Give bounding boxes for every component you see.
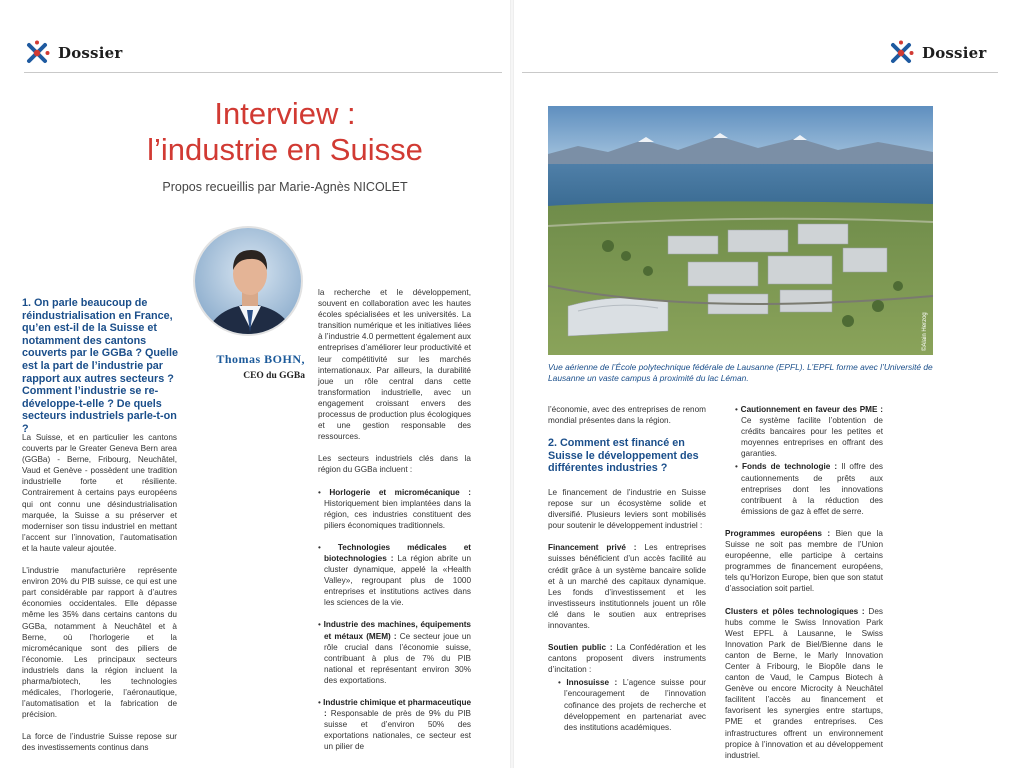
aerial-landscape bbox=[548, 106, 933, 355]
question-2: 2. Comment est financé en Suisse le développement des différentes industries ? bbox=[548, 437, 699, 475]
column-4 bbox=[725, 404, 883, 768]
header-right bbox=[888, 40, 986, 66]
paragraph bbox=[548, 542, 706, 631]
list-item-head: Innosuisse : bbox=[566, 678, 618, 688]
list-item-text: Ce système facilite l’obtention de crédits bancaires pour les petites et moyennes entreprises en offrant des garanties. bbox=[741, 416, 883, 459]
interviewee-portrait bbox=[193, 226, 303, 336]
header-rule bbox=[24, 72, 502, 73]
paragraph: la recherche et le développement, souvent en collaboration avec les hautes écoles spécialisées et les universités. La transition numérique et les initiatives liées à l’industrie 4.0 permettent également aux entreprises d’améliorer leur productivité et leur compétitivité sur les marchés internationaux. Par ailleurs, la durabilité joue un rôle central dans cette transformation industrielle, avec un engagement croissant envers des processus de production plus écologiques et une gestion responsable des ressources. bbox=[318, 288, 471, 442]
list-item-text: Responsable de près de 9% du PIB suisse et d’environ 50% des exportations nationales, ce secteur est un pilier de bbox=[324, 709, 471, 752]
paragraph-text: Bien que la Suisse ne soit pas membre de l’Union européenne, elle participe à certains programmes de financement européens, tels qu’Horizon Europe, bien que son statut d’association soit partiel. bbox=[725, 528, 883, 594]
section-label: Dossier bbox=[58, 44, 123, 62]
list-item: • Technologies médicales et biotechnologies : La région abrite un cluster dynamique, appelé la «Health Valley», regroupant plus de 1000 entreprises et institutions actives dans les sciences de la vie. bbox=[318, 542, 471, 608]
paragraph-head: Soutien public : bbox=[548, 643, 613, 653]
list-item: • Fonds de technologie : Il offre des cautionnements de prêts aux entreprises dont les innovations contribuent à la réduction des émissions de gaz à effet de serre. bbox=[735, 462, 883, 516]
header-left bbox=[24, 40, 122, 66]
column-2 bbox=[318, 287, 471, 763]
interviewee-name bbox=[185, 352, 305, 367]
column-1 bbox=[22, 432, 177, 765]
interviewee-last-name: BOHN, bbox=[264, 352, 305, 366]
list-item-text: La région abrite un cluster dynamique, appelé la «Health Valley», regroupant plus de 1000 entreprises et institutions actives dans les sciences de la vie. bbox=[324, 553, 471, 608]
byline: Propos recueillis par Marie-Agnès NICOLET bbox=[162, 180, 408, 194]
section-label: Dossier bbox=[922, 44, 987, 62]
question-1: 1. On parle beaucoup de réindustrialisation en France, qu’en est-il de la Suisse et notamment des cantons couverts par le GGBa ? Quelle est la part de l’industrie par rapport aux autres secteurs ? Comment l’industrie se re-développe-t-elle ? De quels secteurs industriels parle-t-on ? bbox=[22, 297, 179, 435]
page-gutter bbox=[510, 0, 514, 768]
list-item-head: Cautionnement en faveur des PME : bbox=[740, 405, 883, 414]
title-line: Interview : bbox=[214, 96, 356, 131]
list-item-head: Technologies médicales et biotechnologies : bbox=[324, 542, 471, 563]
paragraph-head: Clusters et pôles technologiques : bbox=[725, 606, 865, 616]
list-item: • Horlogerie et micromécanique : Historiquement bien implantées dans la région, ces industries constituent des piliers économiques traditionnels. bbox=[318, 487, 471, 530]
interviewee-role: CEO du GGBa bbox=[243, 371, 305, 381]
paragraph bbox=[548, 642, 706, 675]
list-item-head: Horlogerie et micromécanique : bbox=[329, 487, 471, 497]
paragraph-text: Les entreprises suisses bénéficient d’un accès facilité au crédit grâce à un système bancaire solide et à un marché des capitaux dynamique. Les fonds d’investissement et les investisseurs institutionnels jouent un rôle clé dans le soutien aux entreprises innovantes. bbox=[548, 543, 706, 630]
paragraph: l’économie, avec des entreprises de renom mondial présentes dans la région. bbox=[548, 405, 706, 426]
list-item: • Industrie des machines, équipements et métaux (MEM) : Ce secteur joue un rôle crucial dans l’économie suisse, contribuant à plus de 7% du PIB national et représentant environ 30% des exportations. bbox=[318, 620, 471, 685]
article-title bbox=[95, 96, 475, 168]
header-rule bbox=[522, 72, 998, 73]
paragraph-text: La Confédération et les cantons proposent divers instruments d’incitation : bbox=[548, 643, 706, 675]
list-item: • Industrie chimique et pharmaceutique : Responsable de près de 9% du PIB suisse et d’environ 50% des exportations nationales, ce secteur est un pilier de bbox=[318, 698, 472, 752]
interviewee-first-name: Thomas bbox=[216, 352, 261, 366]
list-item-head: Fonds de technologie : bbox=[741, 462, 838, 472]
list-item-text: Historiquement bien implantées dans la région, ces industries constituent des piliers économiques traditionnels. bbox=[324, 498, 471, 530]
list-item-text: L’agence suisse pour l’encouragement de l’innovation cofinance des projets de recherche et développement en partenariat avec des institutions académiques. bbox=[564, 678, 706, 732]
paragraph: La Suisse, et en particulier les cantons couverts par le Greater Geneva Bern area (GGBa) - Berne, Fribourg, Neuchâtel, Vaud et Genève - possèdent une tradition industrielle forte et résiliente. Contrairement à certains pays européens qui ont connu une désindustrialisation marquée, la Suisse a su préserver et moderniser son tissu industriel en mettant l’accent sur l’innovation, l’automatisation et la haute valeur ajoutée. bbox=[22, 433, 177, 553]
title-line: l’industrie en Suisse bbox=[147, 132, 423, 167]
epfl-aerial-photo bbox=[548, 106, 933, 355]
list-item-head: Industrie des machines, équipements et métaux (MEM) : bbox=[323, 620, 471, 641]
paragraph: La force de l’industrie Suisse repose sur des investissements continus dans bbox=[22, 732, 177, 753]
paragraph: Les secteurs industriels clés dans la région du GGBa incluent : bbox=[318, 454, 471, 475]
column-3 bbox=[548, 404, 706, 744]
paragraph: L’industrie manufacturière représente environ 20% du PIB suisse, ce qui est une part considérable par rapport à d’autres économies occidentales. Elle dépasse même les 35% dans certains cantons du GGBa, notamment à Neuchâtel et à Berne, où l’horlogerie et la micromécanique sont des piliers de l’économie. Les principaux secteurs industriels dans la région incluent la pharma/biotech, les technologies médicales, l’horlogerie, l’aéronautique, l’automatisation et la fabrication de précision. bbox=[22, 566, 177, 720]
photo-credit: ©Alain Herzog bbox=[922, 312, 928, 351]
paragraph bbox=[725, 528, 883, 595]
paragraph: Le financement de l’industrie en Suisse repose sur un écosystème solide et diversifié. Plusieurs leviers sont mobilisés pour soutenir le développement industriel : bbox=[548, 487, 706, 531]
list-item-head: Industrie chimique et pharmaceutique : bbox=[323, 698, 472, 719]
paragraph-head: Financement privé : bbox=[548, 543, 637, 553]
dossier-logo-icon bbox=[24, 40, 50, 66]
list-item-text: Il offre des cautionnements de prêts aux entreprises dont les innovations contribuent à la réduction des émissions de gaz à effet de serre. bbox=[741, 462, 883, 516]
paragraph-text: Des hubs comme le Swiss Innovation Park West EPFL à Lausanne, le Swiss Innovation Park de Biel/Bienne dans le canton de Berne, le Marly Innovation Center à Fribourg, le Biopôle dans le canton de Vaud, le Campus Biotech à Genève ou encore Microcity à Neuchâtel facilitent l’accès au financement et favorisent les synergies entre startups, PME et grandes entreprises. Ces infrastructures offrent un environnement propice à l’innovation et au développement industriel. bbox=[725, 606, 883, 760]
list-item-text: Ce secteur joue un rôle crucial dans l’économie suisse, contribuant à plus de 7% du PIB national et représentant environ 30% des exportations. bbox=[324, 631, 471, 685]
paragraph bbox=[725, 606, 883, 761]
list-item: • Innosuisse : L’agence suisse pour l’encouragement de l’innovation cofinance des projets de recherche et développement en partenariat avec des institutions académiques. bbox=[558, 678, 706, 732]
list-item: • Cautionnement en faveur des PME : Ce système facilite l’obtention de crédits bancaires pour les petites et moyennes entreprises en offrant des garanties. bbox=[735, 405, 883, 459]
photo-caption: Vue aérienne de l’École polytechnique fédérale de Lausanne (EPFL). L’EPFL forme avec l’Université de Lausanne un vaste campus à proximité du lac Léman. bbox=[548, 362, 933, 384]
paragraph-head: Programmes européens : bbox=[725, 528, 831, 538]
dossier-logo-icon bbox=[888, 40, 914, 66]
